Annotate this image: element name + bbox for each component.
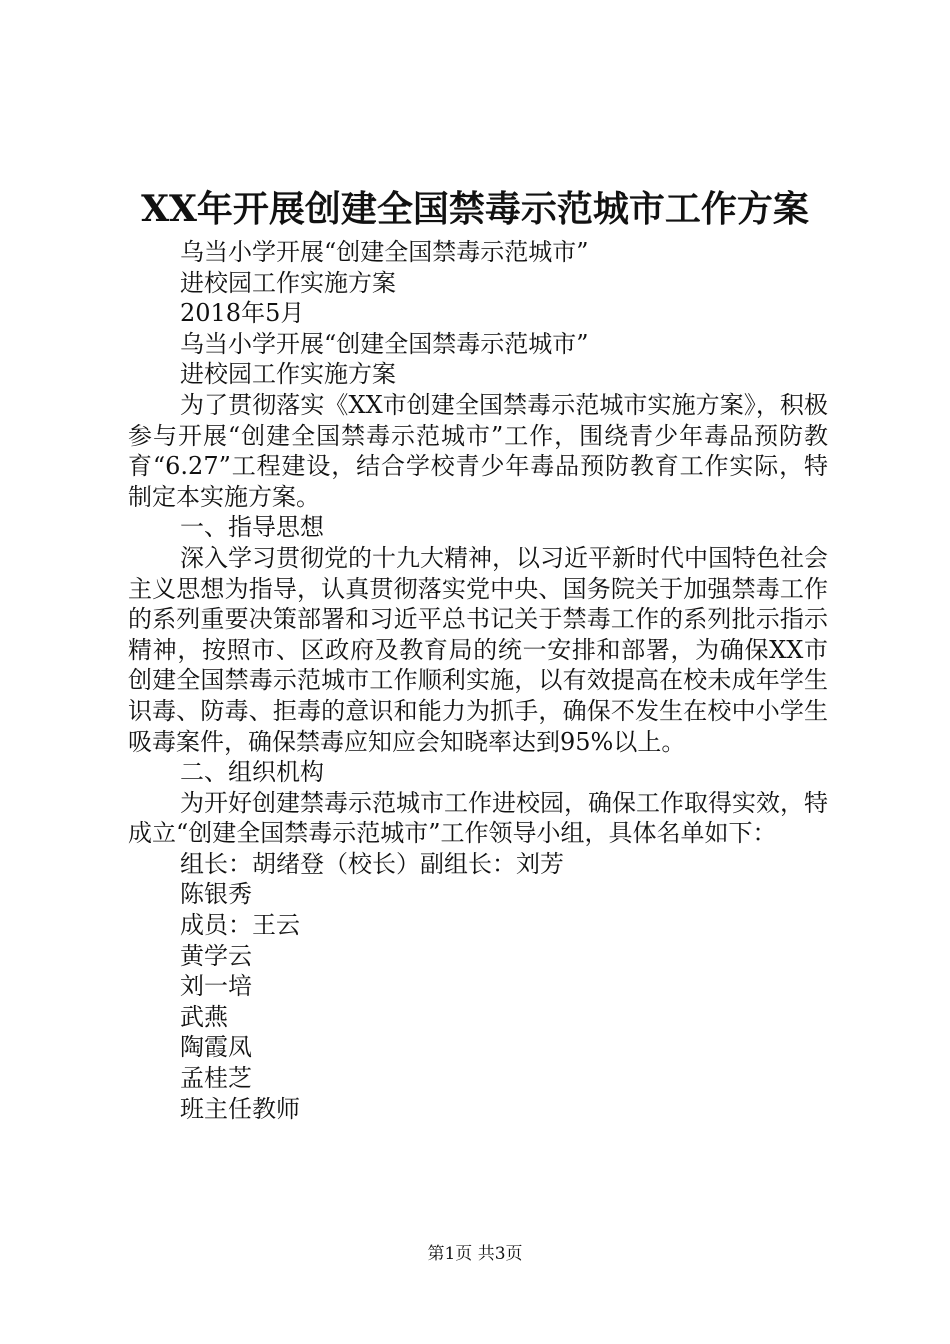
section-2-heading: 二、组织机构 (180, 758, 324, 787)
member-line: 黄学云 (180, 941, 252, 970)
member-line: 陶霞凤 (180, 1033, 252, 1062)
member-line: 武燕 (180, 1002, 228, 1031)
document-title: XX年开展创建全国禁毒示范城市工作方案 (141, 188, 809, 230)
document-body (128, 237, 828, 1124)
cover-line-2: 进校园工作实施方案 (180, 268, 396, 297)
section-2-paragraph: 为开好创建禁毒示范城市工作进校园，确保工作取得实效，特成立“创建全国禁毒示范城市”工作领导小组，具体名单如下： (128, 788, 828, 848)
heading-line-2: 进校园工作实施方案 (180, 360, 396, 389)
heading-line-1: 乌当小学开展“创建全国禁毒示范城市” (180, 329, 589, 358)
cover-date: 2018年5月 (180, 299, 305, 328)
section-1-paragraph: 深入学习贯彻党的十九大精神，以习近平新时代中国特色社会主义思想为指导，认真贯彻落实党中央、国务院关于加强禁毒工作的系列重要决策部署和习近平总书记关于禁毒工作的系列批示指示精神，按照市、区政府及教育局的统一安排和部署，为确保XX市创建全国禁毒示范城市工作顺利实施，以有效提高在校未成年学生识毒、防毒、拒毒的意识和能力为抓手，确保不发生在校中小学生吸毒案件，确保禁毒应知应会知晓率达到95%以上。 (128, 543, 828, 756)
member-line: 陈银秀 (180, 880, 252, 909)
page-number-footer: 第1页 共3页 (427, 1244, 523, 1264)
leader-line: 组长：胡绪登（校长）副组长：刘芳 (180, 849, 564, 878)
cover-line-1: 乌当小学开展“创建全国禁毒示范城市” (180, 238, 589, 266)
intro-paragraph: 为了贯彻落实《XX市创建全国禁毒示范城市实施方案》，积极参与开展“创建全国禁毒示范城市”工作，围绕青少年毒品预防教育“6.27”工程建设，结合学校青少年毒品预防教育工作实际，特制定本实施方案。 (128, 390, 828, 511)
member-line: 班主任教师 (180, 1094, 300, 1123)
section-1-heading: 一、指导思想 (180, 513, 324, 542)
member-line: 孟桂芝 (180, 1064, 252, 1093)
member-line: 刘一培 (180, 972, 252, 1001)
member-line: 成员：王云 (180, 911, 300, 940)
